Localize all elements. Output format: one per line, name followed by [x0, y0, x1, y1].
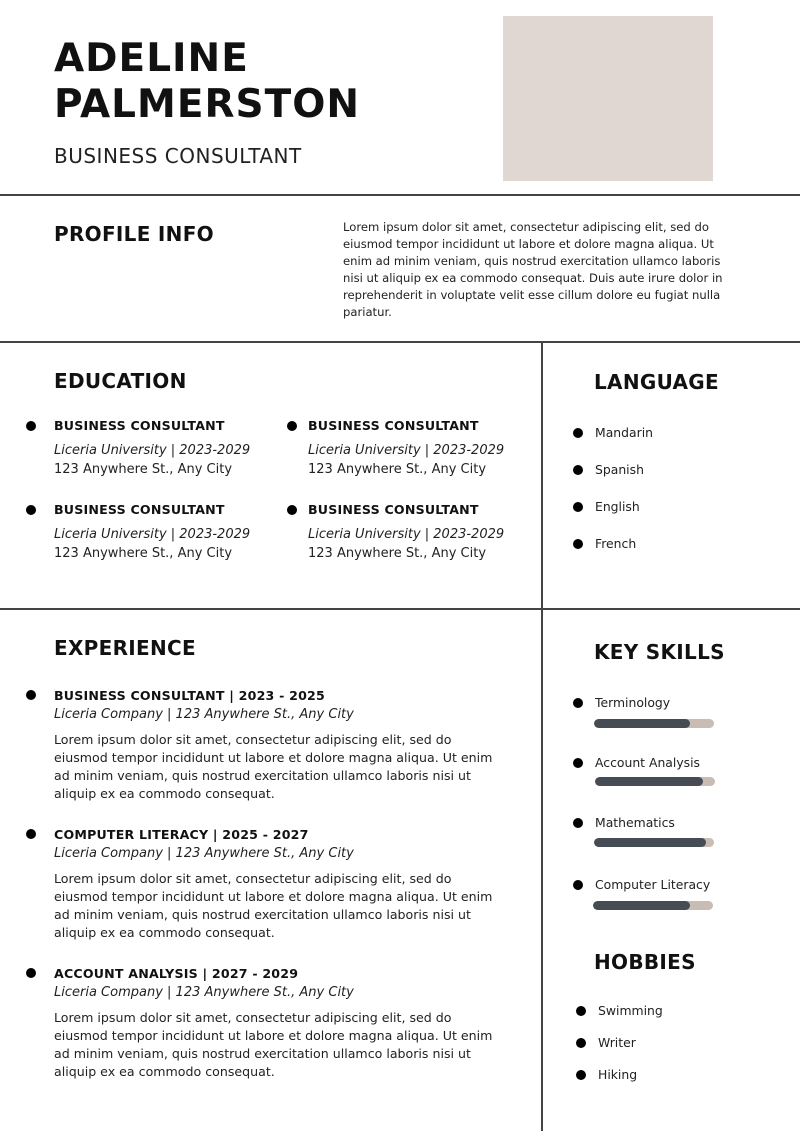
bullet-icon	[576, 1070, 586, 1080]
skill-bar-fill	[593, 901, 690, 910]
experience-title-line: BUSINESS CONSULTANT | 2023 - 2025	[54, 688, 325, 703]
skill-bar	[593, 901, 713, 910]
experience-company: Liceria Company | 123 Anywhere St., Any City	[54, 707, 354, 722]
divider-education	[0, 608, 800, 610]
skill-bar	[595, 777, 715, 786]
bullet-icon	[26, 829, 36, 839]
photo-placeholder	[503, 16, 713, 181]
hobby-item: Writer	[598, 1035, 636, 1050]
hobby-item: Swimming	[598, 1003, 663, 1018]
bullet-icon	[573, 880, 583, 890]
experience-company: Liceria Company | 123 Anywhere St., Any City	[54, 846, 354, 861]
language-item: English	[595, 499, 640, 514]
divider-column	[541, 341, 543, 1131]
education-school: Liceria University | 2023-2029	[54, 527, 251, 542]
skill-label: Terminology	[595, 695, 671, 710]
skill-bar	[594, 838, 714, 847]
bullet-icon	[26, 421, 36, 431]
name-first: ADELINE	[54, 36, 249, 81]
divider-header	[0, 194, 800, 196]
bullet-icon	[26, 690, 36, 700]
education-school: Liceria University | 2023-2029	[308, 527, 505, 542]
skill-label: Computer Literacy	[595, 877, 711, 892]
bullet-icon	[576, 1038, 586, 1048]
bullet-icon	[576, 1006, 586, 1016]
experience-title-line: ACCOUNT ANALYSIS | 2027 - 2029	[54, 966, 299, 981]
education-address: 123 Anywhere St., Any City	[54, 462, 233, 477]
education-title: EDUCATION	[54, 369, 187, 393]
bullet-icon	[573, 539, 583, 549]
education-degree: BUSINESS CONSULTANT	[308, 502, 479, 517]
experience-title: EXPERIENCE	[54, 636, 196, 660]
language-item: Mandarin	[595, 425, 653, 440]
skills-title: KEY SKILLS	[594, 640, 725, 664]
bullet-icon	[287, 421, 297, 431]
experience-company: Liceria Company | 123 Anywhere St., Any City	[54, 985, 354, 1000]
bullet-icon	[573, 758, 583, 768]
experience-title-line: COMPUTER LITERACY | 2025 - 2027	[54, 827, 309, 842]
language-item: French	[595, 536, 637, 551]
education-school: Liceria University | 2023-2029	[54, 443, 251, 458]
education-address: 123 Anywhere St., Any City	[308, 462, 487, 477]
bullet-icon	[573, 818, 583, 828]
skill-bar-fill	[595, 777, 703, 786]
skill-label: Account Analysis	[595, 755, 701, 770]
experience-description: Lorem ipsum dolor sit amet, consectetur adipiscing elit, sed do eiusmod tempor incididunt ut labore et dolore magna aliqua. Ut enim ad minim veniam, quis nostrud exercitation ullamco laboris nisi ut aliquip ex ea commodo consequat.	[54, 732, 493, 801]
experience-description: Lorem ipsum dolor sit amet, consectetur adipiscing elit, sed do eiusmod tempor incididunt ut labore et dolore magna aliqua. Ut enim ad minim veniam, quis nostrud exercitation ullamco laboris nisi ut aliquip ex ea commodo consequat.	[54, 871, 493, 940]
experience-description: Lorem ipsum dolor sit amet, consectetur adipiscing elit, sed do eiusmod tempor incididunt ut labore et dolore magna aliqua. Ut enim ad minim veniam, quis nostrud exercitation ullamco laboris nisi ut aliquip ex ea commodo consequat.	[54, 1010, 493, 1079]
education-address: 123 Anywhere St., Any City	[308, 546, 487, 561]
language-item: Spanish	[595, 462, 644, 477]
job-role: BUSINESS CONSULTANT	[54, 144, 302, 168]
profile-text: Lorem ipsum dolor sit amet, consectetur adipiscing elit, sed do eiusmod tempor incididunt ut labore et dolore magna aliqua. Ut enim ad minim veniam, quis nostrud exercitation ullamco laboris nisi ut aliquip ex ea commodo consequat. Duis aute irure dolor in reprehenderit in voluptate velit esse cillum dolore eu fugiat nulla pariatur.	[343, 220, 723, 319]
bullet-icon	[573, 502, 583, 512]
skill-bar	[594, 719, 714, 728]
hobby-item: Hiking	[598, 1067, 638, 1082]
bullet-icon	[287, 505, 297, 515]
education-degree: BUSINESS CONSULTANT	[54, 502, 225, 517]
skill-bar-fill	[594, 719, 690, 728]
bullet-icon	[573, 698, 583, 708]
profile-title: PROFILE INFO	[54, 222, 214, 246]
skill-label: Mathematics	[595, 815, 675, 830]
language-title: LANGUAGE	[594, 370, 719, 394]
bullet-icon	[573, 465, 583, 475]
divider-profile	[0, 341, 800, 343]
education-school: Liceria University | 2023-2029	[308, 443, 505, 458]
education-degree: BUSINESS CONSULTANT	[54, 418, 225, 433]
bullet-icon	[26, 505, 36, 515]
name-last: PALMERSTON	[54, 82, 361, 127]
education-degree: BUSINESS CONSULTANT	[308, 418, 479, 433]
bullet-icon	[26, 968, 36, 978]
bullet-icon	[573, 428, 583, 438]
skill-bar-fill	[594, 838, 706, 847]
education-address: 123 Anywhere St., Any City	[54, 546, 233, 561]
hobbies-title: HOBBIES	[594, 950, 696, 974]
candidate-name	[54, 36, 360, 128]
